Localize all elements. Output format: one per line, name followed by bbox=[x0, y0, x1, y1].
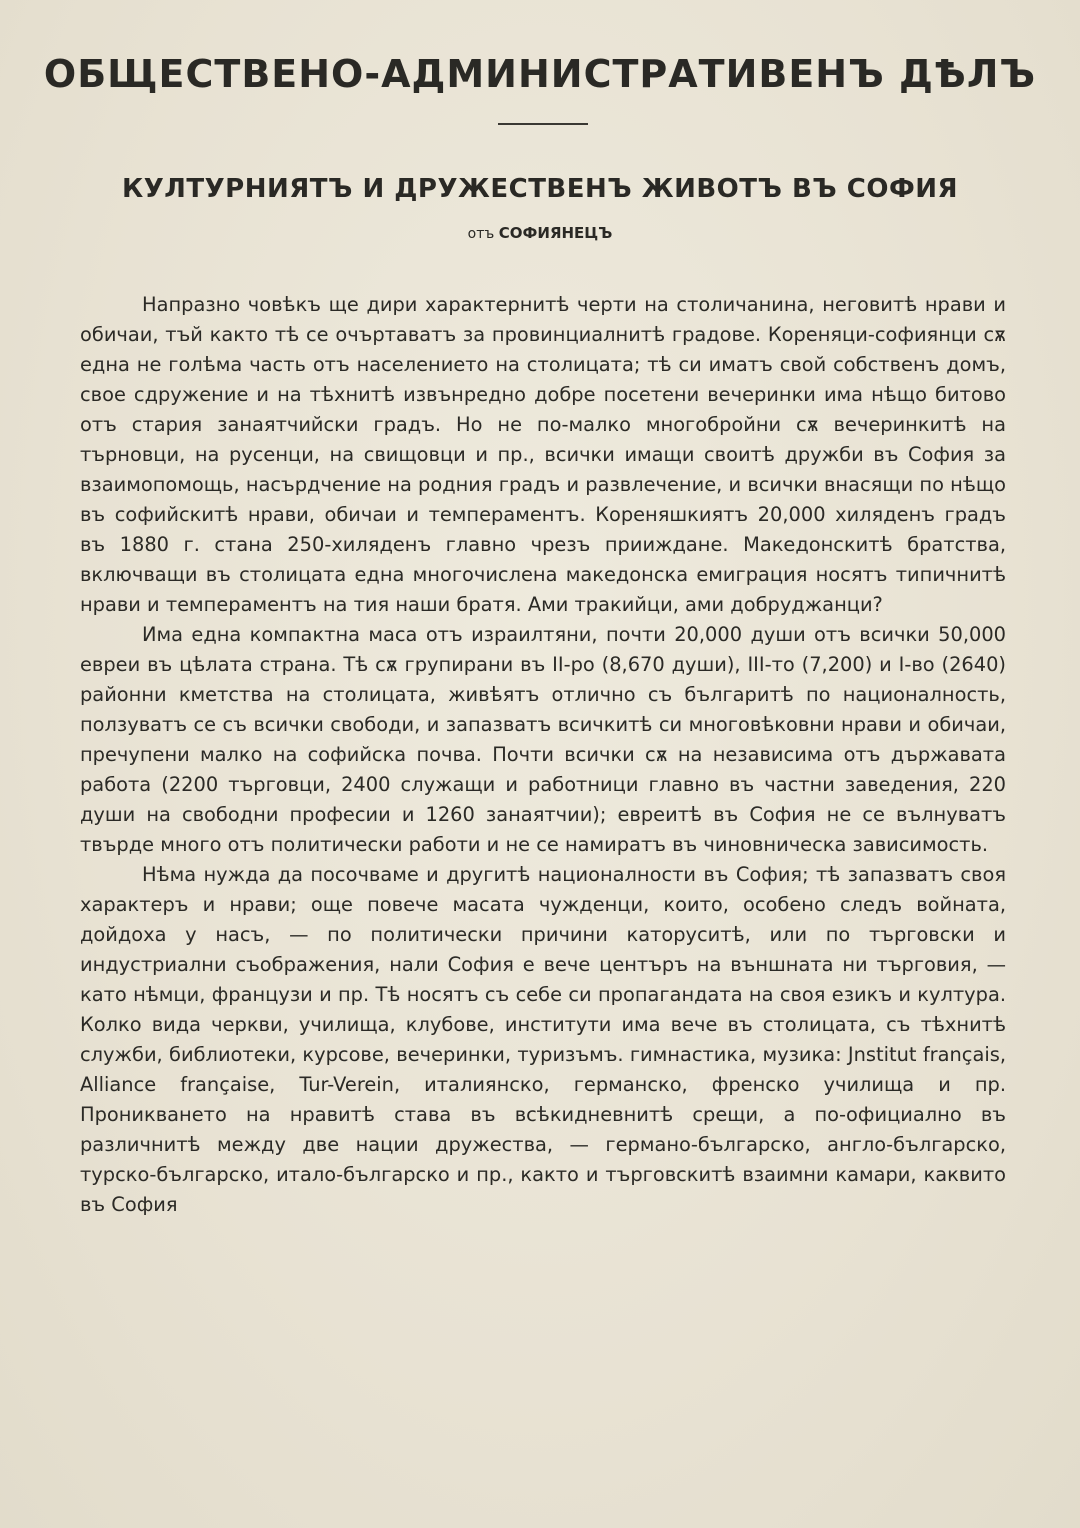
author-name: СОФИЯНЕЦЪ bbox=[498, 224, 613, 242]
article-title: КУЛТУРНИЯТЪ И ДРУЖЕСТВЕНЪ ЖИВОТЪ ВЪ СОФИЯ bbox=[121, 174, 959, 204]
paragraph: Нѣма нужда да посочваме и другитѣ националности въ София; тѣ запазватъ своя характеръ и нрави; още повече масата чужденци, които, особено следъ войната, дойдоха у насъ, — по политически причини каторуситѣ, или по търговски и индустриални съображения, нали София е вече центъръ на външната ни търговия, — като нѣмци, французи и пр. Тѣ носятъ съ себе си пропагандата на своя езикъ и култура. Колко вида черкви, училища, клубове, институти има вече въ столицата, съ тѣхнитѣ служби, библиотеки, курсове, вечеринки, туризъмъ. гимнастика, музика: Jnstitut français, Alliance française, Tur-Verein, италиянско, германско, френско училища и пр. Проникването на нравитѣ става въ всѣкидневнитѣ срещи, а по-официално въ различнитѣ между две нации дружества, — германо-българско, англо-българско, турско-българско, итало-българско и пр., както и търговскитѣ взаимни камари, каквито въ София bbox=[80, 863, 1006, 1216]
byline bbox=[0, 224, 1080, 242]
byline-prefix: отъ bbox=[467, 226, 495, 242]
section-title: ОБЩЕСТВЕНО-АДМИНИСТРАТИВЕНЪ ДѢЛЪ bbox=[43, 52, 1037, 96]
article-body bbox=[80, 290, 1006, 1220]
paragraph: Напразно човѣкъ ще дири характернитѣ черти на столичанина, неговитѣ нрави и обичаи, тъй както тѣ се очъртаватъ за провинциалнитѣ градове. Кореняци-софиянци сѫ една не голѣма часть отъ населението на столицата; тѣ си иматъ свой собственъ домъ, свое сдружение и на тѣхнитѣ извънредно добре посетени вечеринки има нѣщо битово отъ стария занаятчийски градъ. Но не по-малко многобройни сѫ вечеринкитѣ на търновци, на русенци, на свищовци и пр., всички имащи своитѣ дружби въ София за взаимопомощь, насърдчение на родния градъ и развлечение, и всички внасящи по нѣщо въ софийскитѣ нрави, обичаи и темпераментъ. Кореняшкиятъ 20,000 хиляденъ градъ въ 1880 г. стана 250-хиляденъ главно чрезъ прииждане. Македонскитѣ братства, включващи въ столицата една многочислена македонска емиграция носятъ типичнитѣ нрави и темпераментъ на тия наши братя. Ами тракийци, ами добруджанци? bbox=[80, 293, 1006, 616]
title-divider bbox=[498, 123, 588, 125]
paragraph: Има една компактна маса отъ израилтяни, почти 20,000 души отъ всички 50,000 евреи въ цѣлата страна. Тѣ сѫ групирани въ II-ро (8,670 души), III-то (7,200) и I-во (2640) районни кметства на столицата, живѣятъ отлично съ българитѣ по националность, ползуватъ се съ всички свободи, и запазватъ всичкитѣ си многовѣковни нрави и обичаи, пречупени малко на софийска почва. Почти всички сѫ на независима отъ държавата работа (2200 търговци, 2400 служащи и работници главно въ частни заведения, 220 души на свободни професии и 1260 занаятчии); евреитѣ въ София не се вълнуватъ твърде много отъ политически работи и не се намиратъ въ чиновническа зависимость. bbox=[80, 623, 1006, 856]
